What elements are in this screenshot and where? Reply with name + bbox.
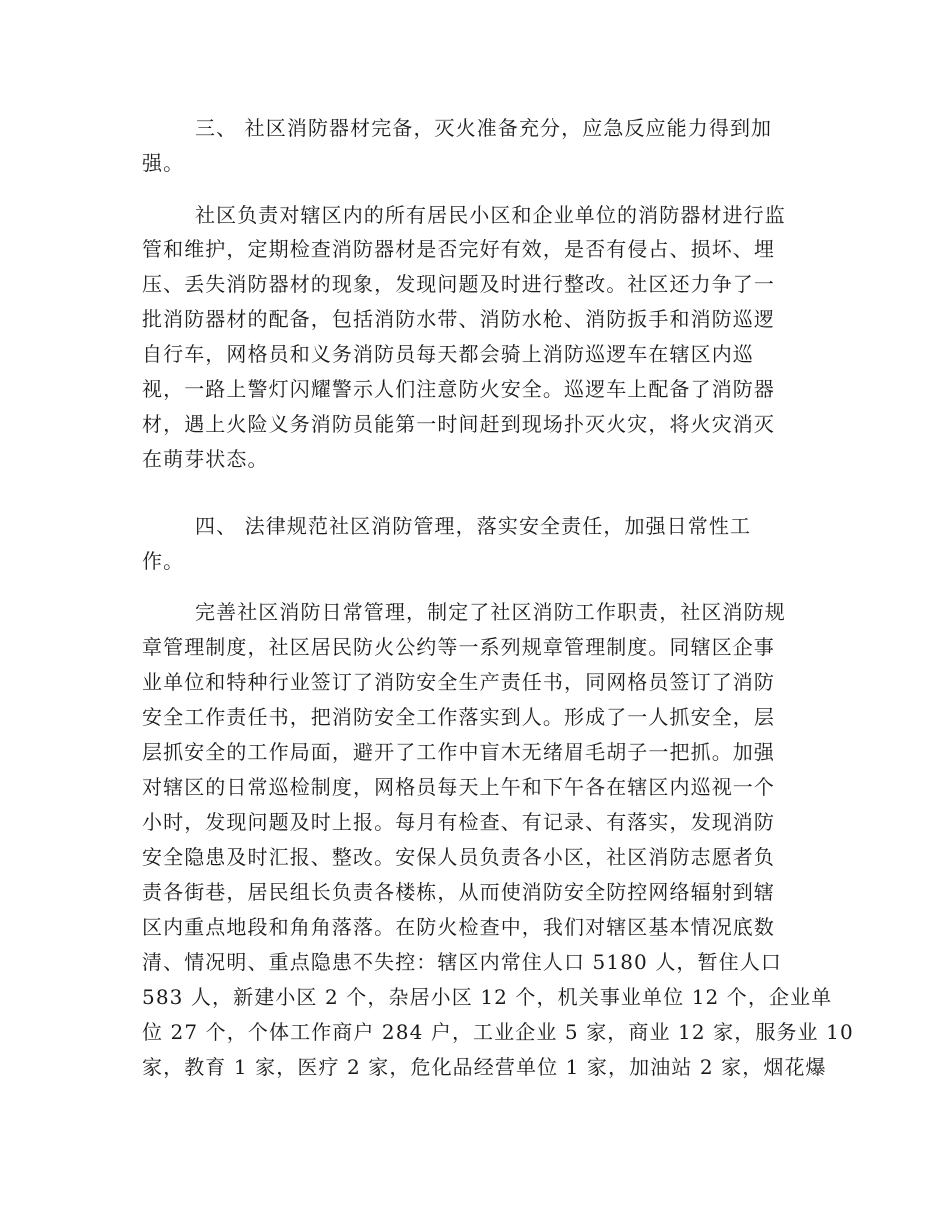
- paragraph-line: 对辖区的日常巡检制度，网格员每天上午和下午各在辖区内巡视一个: [142, 775, 775, 799]
- paragraph-line: 管和维护，定期检查消防器材是否完好有效，是否有侵占、损坏、埋: [142, 237, 775, 261]
- paragraph-line: 完善社区消防日常管理，制定了社区消防工作职责，社区消防规: [195, 600, 786, 624]
- paragraph-line: 社区负责对辖区内的所有居民小区和企业单位的消防器材进行监: [195, 203, 786, 227]
- paragraph-line: 章管理制度，社区居民防火公约等一系列规章管理制度。同辖区企事: [142, 635, 775, 659]
- paragraph-line: 家，教育 1 家，医疗 2 家，危化品经营单位 1 家，加油站 2 家，烟花爆: [142, 1055, 827, 1079]
- heading-section-4: 四、 法律规范社区消防管理，落实安全责任，加强日常性工: [195, 514, 752, 538]
- paragraph-line: 压、丢失消防器材的现象，发现问题及时进行整改。社区还力争了一: [142, 272, 775, 296]
- paragraph-line: 视，一路上警灯闪耀警示人们注意防火安全。巡逻车上配备了消防器: [142, 377, 775, 401]
- paragraph-line: 在萌芽状态。: [142, 447, 269, 471]
- paragraph-line: 小时，发现问题及时上报。每月有检查、有记录、有落实，发现消防: [142, 810, 775, 834]
- paragraph-line: 位 27 个，个体工作商户 284 户，工业企业 5 家，商业 12 家，服务业 10: [142, 1020, 854, 1044]
- paragraph-line: 区内重点地段和角角落落。在防火检查中，我们对辖区基本情况底数: [142, 915, 775, 939]
- paragraph-line: 业单位和特种行业签订了消防安全生产责任书，同网格员签订了消防: [142, 670, 775, 694]
- paragraph-line: 批消防器材的配备，包括消防水带、消防水枪、消防扳手和消防巡逻: [142, 307, 775, 331]
- heading-section-3: 三、 社区消防器材完备，灭火准备充分，应急反应能力得到加: [195, 116, 773, 140]
- paragraph-line: 583 人，新建小区 2 个，杂居小区 12 个，机关事业单位 12 个，企业单: [142, 985, 833, 1009]
- paragraph-line: 安全隐患及时汇报、整改。安保人员负责各小区，社区消防志愿者负: [142, 845, 775, 869]
- paragraph-line: 层抓安全的工作局面，避开了工作中盲木无绪眉毛胡子一把抓。加强: [142, 740, 775, 764]
- paragraph-line: 责各街巷，居民组长负责各楼栋，从而使消防安全防控网络辐射到辖: [142, 880, 775, 904]
- heading-section-3-continued: 强。: [142, 151, 185, 175]
- paragraph-line: 材，遇上火险义务消防员能第一时间赶到现场扑灭火灾，将火灾消灭: [142, 412, 775, 436]
- heading-section-4-continued: 作。: [142, 549, 185, 573]
- paragraph-line: 清、情况明、重点隐患不失控：辖区内常住人口 5180 人，暂住人口: [142, 950, 782, 974]
- paragraph-line: 安全工作责任书，把消防安全工作落实到人。形成了一人抓安全，层: [142, 705, 775, 729]
- paragraph-line: 自行车，网格员和义务消防员每天都会骑上消防巡逻车在辖区内巡: [142, 342, 754, 366]
